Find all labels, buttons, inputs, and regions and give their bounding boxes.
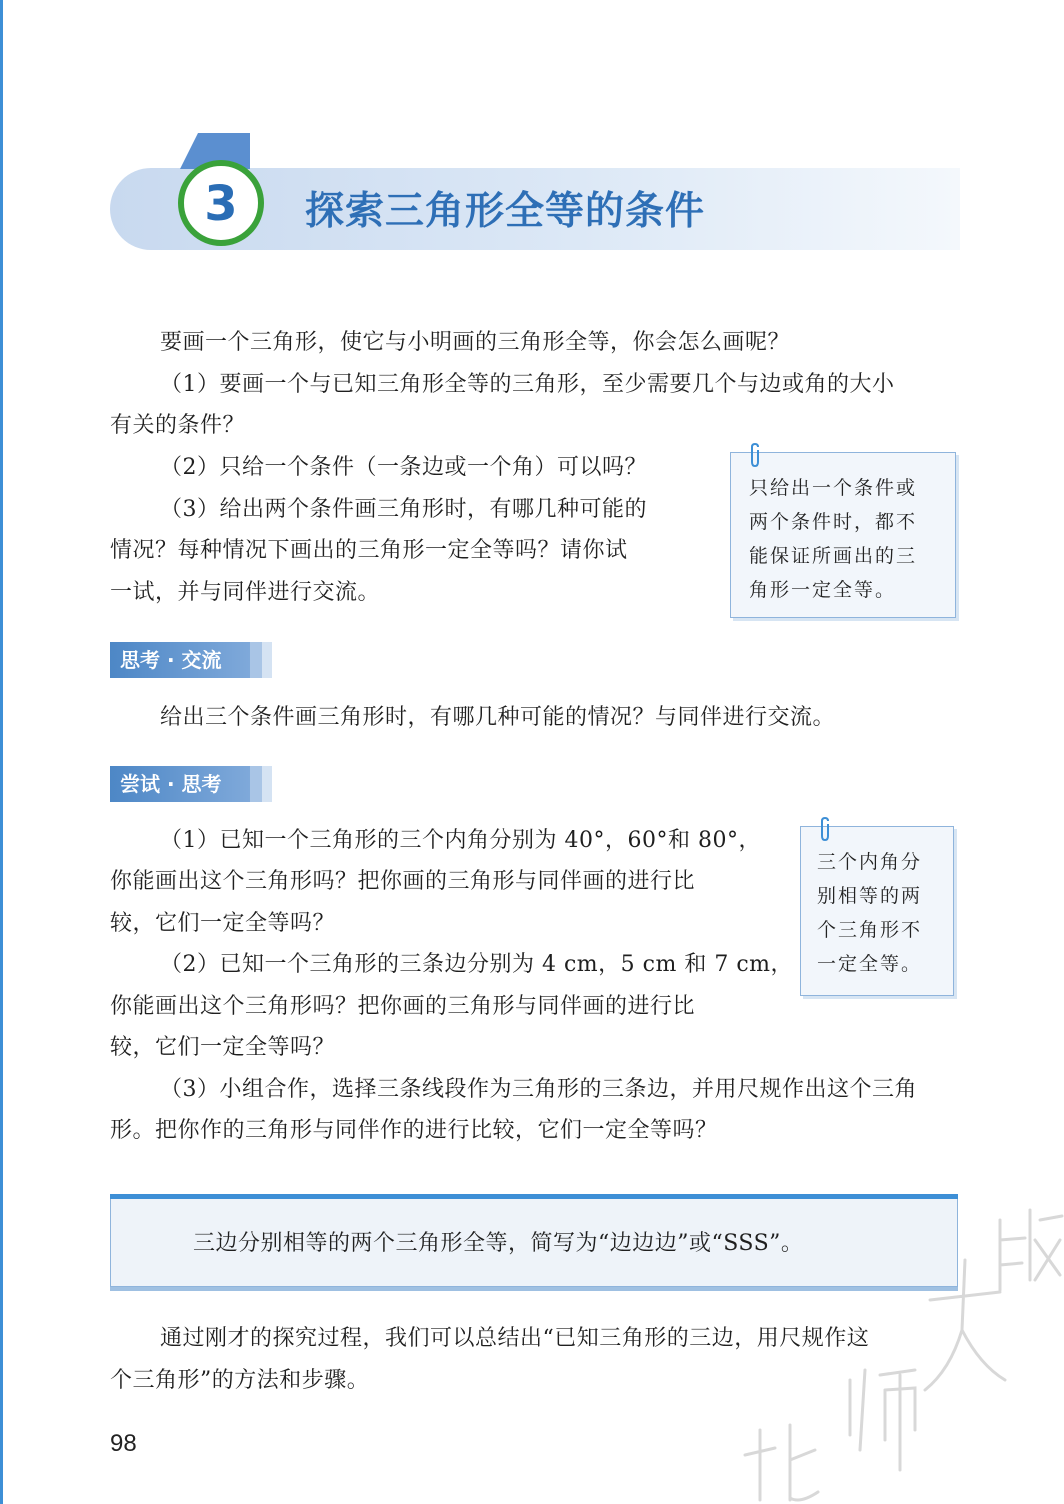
paperclip-icon <box>818 816 832 842</box>
q1-line1: （1）要画一个与已知三角形全等的三角形，至少需要几个与边或角的大小 <box>160 372 895 397</box>
section-label-try <box>110 766 272 802</box>
q3-line3: 一试，并与同伴进行交流。 <box>110 580 381 605</box>
note2-line: 别相等的两 <box>817 885 923 907</box>
try3-line2: 形。把你作的三角形与同伴作的进行比较，它们一定全等吗？ <box>110 1118 718 1143</box>
try2-line2: 你能画出这个三角形吗？把你画的三角形与同伴画的进行比 <box>110 994 696 1019</box>
section-label-try-text: 尝试 · 思考 <box>120 772 222 796</box>
section-label-think <box>110 642 272 678</box>
paperclip-icon <box>748 442 762 468</box>
summary-line1: 通过刚才的探究过程，我们可以总结出“已知三角形的三边，用尺规作这 <box>160 1326 870 1351</box>
summary-line2: 个三角形”的方法和步骤。 <box>110 1368 370 1393</box>
try1-line2: 你能画出这个三角形吗？把你画的三角形与同伴画的进行比 <box>110 869 696 894</box>
q3-line2: 情况？每种情况下画出的三角形一定全等吗？请你试 <box>110 538 628 563</box>
q1-line2: 有关的条件？ <box>110 413 246 438</box>
think-text: 给出三个条件画三角形时，有哪几种可能的情况？与同伴进行交流。 <box>160 705 836 730</box>
note1-line: 只给出一个条件或 <box>749 477 918 499</box>
try2-line3: 较，它们一定全等吗？ <box>110 1035 336 1060</box>
q2-text: （2）只给一个条件（一条边或一个角）可以吗？ <box>160 455 647 480</box>
side-note-2 <box>800 826 954 996</box>
publisher-watermark <box>700 1180 1064 1504</box>
note1-line: 能保证所画出的三 <box>749 545 918 567</box>
section-number: 3 <box>204 176 238 232</box>
left-edge-rule <box>0 0 3 1504</box>
note2-line: 一定全等。 <box>817 953 923 975</box>
q3-line1: （3）给出两个条件画三角形时，有哪几种可能的 <box>160 497 647 522</box>
side-note-1 <box>730 452 956 618</box>
try1-line1: （1）已知一个三角形的三个内角分别为 40°，60°和 80°， <box>160 828 761 853</box>
note2-line: 个三角形不 <box>817 919 923 941</box>
page-number: 98 <box>110 1430 137 1457</box>
try2-line1: （2）已知一个三角形的三条边分别为 4 cm，5 cm 和 7 cm， <box>160 952 793 977</box>
note2-line: 三个内角分 <box>817 851 923 873</box>
section-label-think-text: 思考 · 交流 <box>120 648 222 672</box>
section-title: 探索三角形全等的条件 <box>305 189 706 234</box>
try1-line3: 较，它们一定全等吗？ <box>110 911 336 936</box>
note1-line: 角形一定全等。 <box>749 579 897 601</box>
try3-line1: （3）小组合作，选择三条线段作为三角形的三条边，并用尺规作出这个三角 <box>160 1077 917 1102</box>
note1-line: 两个条件时，都不 <box>749 511 918 533</box>
intro-question: 要画一个三角形，使它与小明画的三角形全等，你会怎么画呢？ <box>160 330 791 355</box>
conclusion-text: 三边分别相等的两个三角形全等，简写为“边边边”或“SSS”。 <box>193 1231 804 1256</box>
